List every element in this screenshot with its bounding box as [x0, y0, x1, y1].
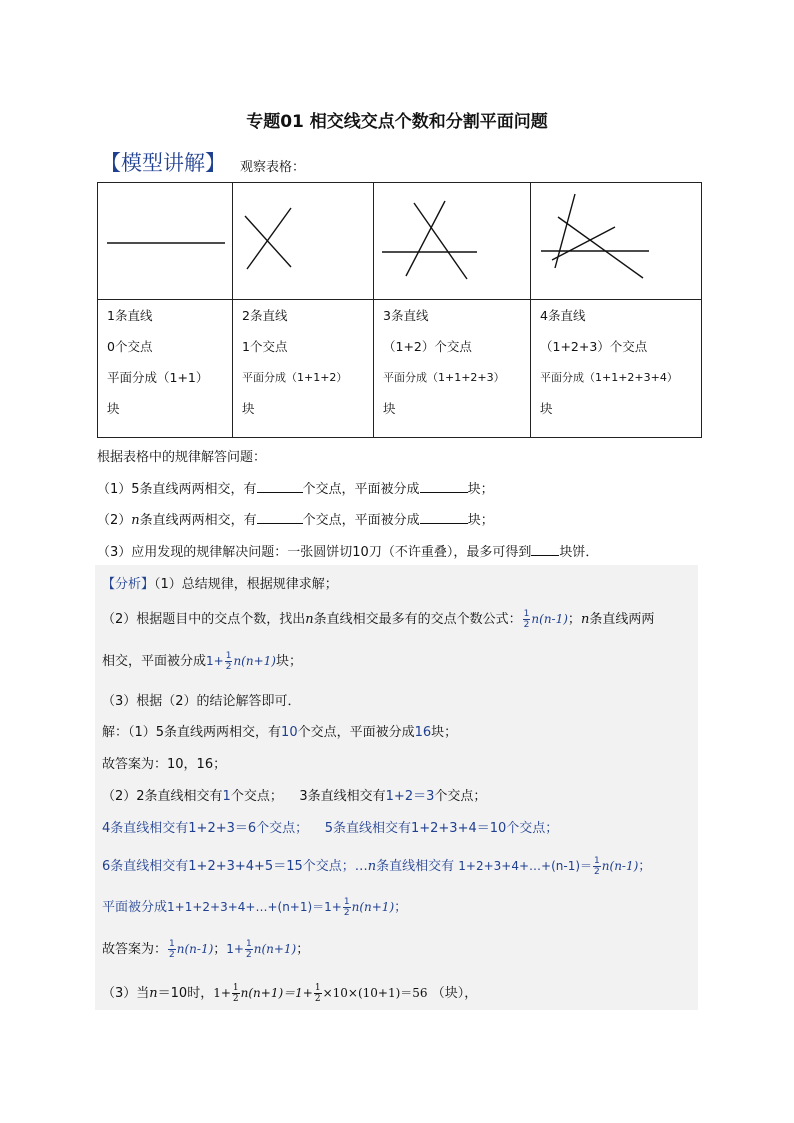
page-title: 专题01 相交线交点个数和分割平面问题 — [246, 112, 548, 132]
questions-intro: 根据表格中的规律解答问题： — [97, 450, 267, 465]
analysis-line-1: 【分析】（1）总结规律，根据规律求解； — [102, 577, 338, 592]
pattern-table — [97, 182, 702, 438]
answer-blank[interactable] — [257, 480, 303, 493]
analysis-line-4: （3）根据（2）的结论解答即可． — [102, 694, 301, 709]
solution-line-1: 解：（1）5条直线两两相交，有10个交点，平面被分成16块； — [102, 725, 458, 740]
table-cell: 3条直线 （1+2）个交点 平面分成（1+1+2+3） 块 — [374, 300, 531, 438]
figure-3-lines — [374, 183, 531, 300]
solution-line-5: 6条直线相交有1+2+3+4+5＝15个交点；…n条直线相交有 1+2+3+4+…+(n-1)＝ $\frac{1}{2}$ n(n-1)； — [102, 856, 652, 877]
answer-blank[interactable] — [420, 480, 468, 493]
analysis-line-2: （2）根据题目中的交点个数，找出n条直线相交最多有的交点个数公式： $\frac{1}{2}$ n(n-1)；n条直线两两 — [102, 609, 655, 630]
table-cell: 1条直线 0个交点 平面分成（1+1） 块 — [98, 300, 233, 438]
question-2: （2）n条直线两两相交，有 个交点，平面被分成 块； — [97, 513, 494, 528]
question-1: （1）5条直线两两相交，有 个交点，平面被分成 块； — [97, 482, 494, 497]
figure-1-line — [98, 183, 233, 300]
model-note: 观察表格： — [240, 160, 306, 175]
solution-line-2: 故答案为：10，16； — [102, 757, 227, 772]
solution-line-4: 4条直线相交有1+2+3＝6个交点； 5条直线相交有1+2+3+4＝10个交点； — [102, 821, 559, 836]
figure-2-lines — [233, 183, 374, 300]
answer-blank[interactable] — [531, 543, 559, 556]
answer-blank[interactable] — [257, 511, 303, 524]
model-label: 【模型讲解】 — [100, 151, 226, 175]
solution-line-3: （2）2条直线相交有1个交点； 3条直线相交有1+2＝3个交点； — [102, 789, 487, 804]
table-cell: 2条直线 1个交点 平面分成（1+1+2） 块 — [233, 300, 374, 438]
answer-blank[interactable] — [420, 511, 468, 524]
solution-line-7: 故答案为： $\frac{1}{2}$ n(n-1)；1+ $\frac{1}{2}$ n(n+1)； — [102, 939, 310, 960]
solution-line-6: 平面被分成1+1+2+3+4+…+(n+1)＝1+ $\frac{1}{2}$ n(n+1)； — [102, 897, 408, 918]
figure-4-lines — [531, 183, 702, 300]
solution-line-8: （3）当n＝10时，1+ $\frac{1}{2}$ n(n+1)＝1+ $\frac{1}{2}$ ×10×(10+1)＝56 （块）， — [102, 983, 478, 1004]
analysis-line-3: 相交，平面被分成1+ $\frac{1}{2}$ n(n+1)块； — [102, 651, 302, 672]
table-cell: 4条直线 （1+2+3）个交点 平面分成（1+1+2+3+4） 块 — [531, 300, 702, 438]
question-3: （3）应用发现的规律解决问题：一张圆饼切10刀（不许重叠），最多可得到 块饼． — [97, 545, 599, 560]
